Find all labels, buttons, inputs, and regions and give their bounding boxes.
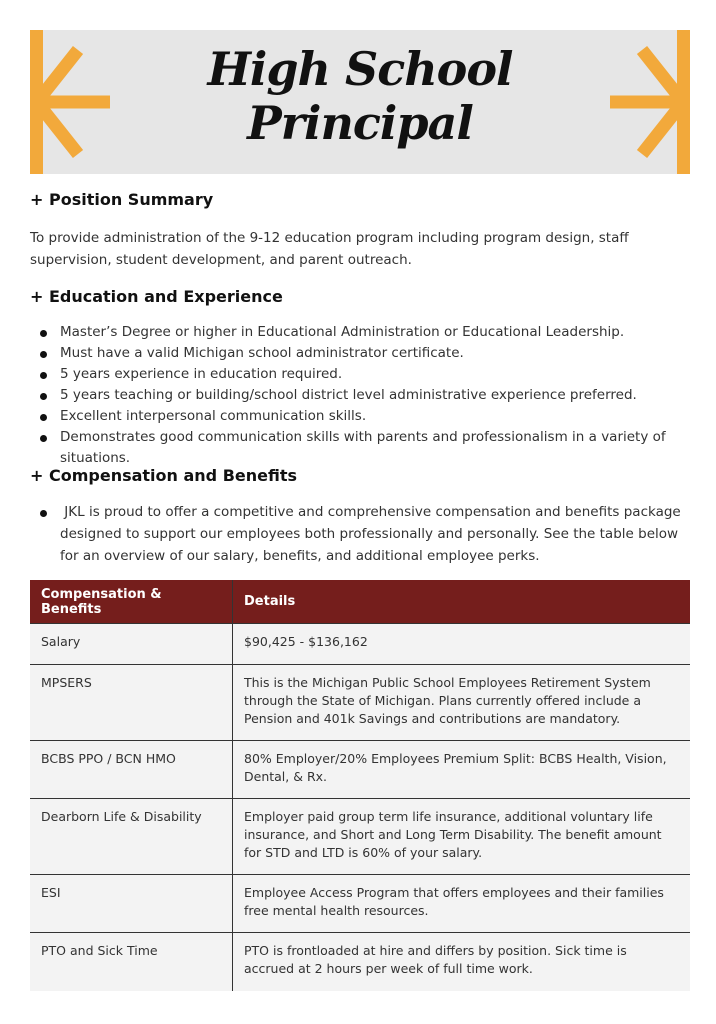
list-item: Must have a valid Michigan school administrator certificate. [30,343,690,364]
table-row [30,875,690,933]
education-list [30,322,690,469]
asterisk-burst-icon [608,30,690,174]
column-header: Details [233,580,691,624]
benefit-name: PTO and Sick Time [30,933,233,991]
compensation-intro: JKL is proud to offer a competitive and comprehensive compensation and benefits package designed to support our employees both professionally and personally. See the table below for an overview of our salary, benefits, and additional employee perks. [30,501,690,567]
benefit-details: Employee Access Program that offers employees and their families free mental health resources. [233,875,691,933]
benefit-details: Employer paid group term life insurance, additional voluntary life insurance, and Short and Long Term Disability. The benefit amount for STD and LTD is 60% of your salary. [233,799,691,875]
table-header-row [30,580,690,624]
position-summary-heading: + Position Summary [30,190,214,209]
education-heading: + Education and Experience [30,287,283,306]
compensation-intro-list [30,501,690,567]
list-item: 5 years teaching or building/school district level administrative experience preferred. [30,385,690,406]
title-banner [30,30,690,174]
benefits-table [30,580,690,991]
list-item: Master’s Degree or higher in Educational Administration or Educational Leadership. [30,322,690,343]
table-row [30,624,690,665]
benefit-details: $90,425 - $136,162 [233,624,691,665]
benefit-name: ESI [30,875,233,933]
table-row [30,741,690,799]
position-summary-text: To provide administration of the 9-12 education program including program design, staff supervision, student development, and parent outreach. [30,230,629,268]
title-line-1: High School [207,42,513,96]
table-row [30,933,690,991]
benefit-name: BCBS PPO / BCN HMO [30,741,233,799]
list-item: 5 years experience in education required. [30,364,690,385]
benefit-name: Dearborn Life & Disability [30,799,233,875]
benefit-details: This is the Michigan Public School Employees Retirement System through the State of Michigan. Plans currently offered include a Pension and 401k Savings and contributions are mandatory. [233,665,691,741]
benefit-name: Salary [30,624,233,665]
list-item: Excellent interpersonal communication skills. [30,406,690,427]
list-item: Demonstrates good communication skills with parents and professionalism in a variety of situations. [30,427,690,469]
column-header: Compensation & Benefits [30,580,233,624]
table-row [30,665,690,741]
page-title [30,42,690,150]
title-line-2: Principal [247,96,473,150]
table-row [30,799,690,875]
benefit-details: PTO is frontloaded at hire and differs by position. Sick time is accrued at 2 hours per week of full time work. [233,933,691,991]
compensation-heading: + Compensation and Benefits [30,466,298,485]
benefit-details: 80% Employer/20% Employees Premium Split: BCBS Health, Vision, Dental, & Rx. [233,741,691,799]
benefit-name: MPSERS [30,665,233,741]
